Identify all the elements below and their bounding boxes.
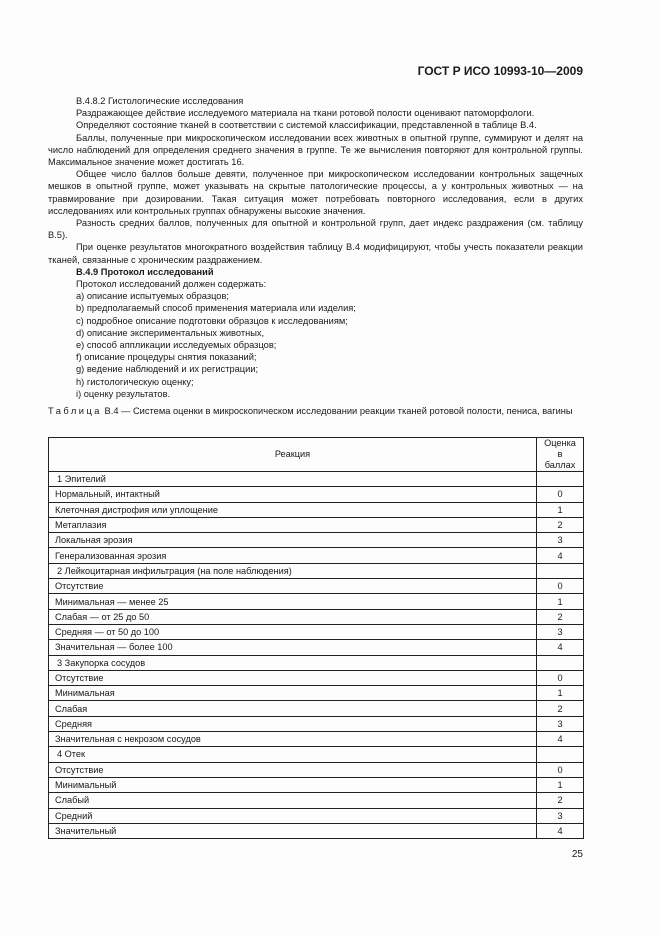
- score-cell: 4: [537, 732, 584, 747]
- reaction-cell: Средняя — от 50 до 100: [49, 624, 537, 639]
- list-item: g) ведение наблюдений и их регистрации;: [76, 364, 259, 375]
- column-header-score: Оценка в баллах: [537, 438, 584, 472]
- score-cell: 1: [537, 594, 584, 609]
- score-cell: [537, 472, 584, 487]
- table-section-row: [49, 747, 584, 762]
- list-item: h) гистологическую оценку;: [76, 376, 194, 387]
- table-row: [49, 517, 584, 532]
- reaction-cell: Отсутствие: [49, 762, 537, 777]
- list-item: i) оценку результатов.: [76, 388, 171, 399]
- score-cell: 3: [537, 624, 584, 639]
- score-cell: 2: [537, 517, 584, 532]
- reaction-cell: Значительный: [49, 823, 537, 838]
- list-item: f) описание процедуры снятия показаний;: [76, 352, 257, 363]
- table-row: [49, 487, 584, 502]
- table-caption: [48, 405, 583, 417]
- score-cell: 2: [537, 701, 584, 716]
- score-cell: 1: [537, 777, 584, 792]
- table-row: [49, 609, 584, 624]
- score-cell: 3: [537, 533, 584, 548]
- score-cell: 4: [537, 548, 584, 563]
- paragraph: Баллы, полученные при микроскопическом исследовании всех животных в опытной группе, суммируют и делят на число наблюдений для определения среднего значения в группе. Те же вычисления повторяют для контрольной группы. Максимальное значение может достигать 16.: [48, 132, 583, 168]
- table-row: [49, 777, 584, 792]
- document-header: ГОСТ Р ИСО 10993-10—2009: [417, 64, 583, 78]
- page-number: 25: [571, 849, 583, 860]
- score-cell: [537, 563, 584, 578]
- section-heading: В.4.8.2 Гистологические исследования: [76, 96, 244, 106]
- protocol-list: [48, 290, 583, 400]
- table-header-row: [49, 438, 584, 472]
- reaction-cell: Средний: [49, 808, 537, 823]
- list-item: a) описание испытуемых образцов;: [76, 291, 229, 302]
- table-row: [49, 808, 584, 823]
- caption-label: Таблица: [48, 406, 102, 416]
- table-row: [49, 762, 584, 777]
- reaction-cell: Отсутствие: [49, 579, 537, 594]
- reaction-cell: Средняя: [49, 716, 537, 731]
- scoring-table: [48, 437, 584, 839]
- table-row: [49, 823, 584, 838]
- score-cell: 1: [537, 502, 584, 517]
- table-row: [49, 548, 584, 563]
- reaction-cell: Генерализованная эрозия: [49, 548, 537, 563]
- reaction-cell: Слабая: [49, 701, 537, 716]
- reaction-cell: Минимальная: [49, 686, 537, 701]
- reaction-cell: Метаплазия: [49, 517, 537, 532]
- reaction-cell: Отсутствие: [49, 670, 537, 685]
- score-cell: 0: [537, 579, 584, 594]
- score-cell: 0: [537, 670, 584, 685]
- score-cell: 2: [537, 609, 584, 624]
- paragraphs: [48, 107, 583, 266]
- score-cell: 0: [537, 487, 584, 502]
- table-row: [49, 732, 584, 747]
- list-item: b) предполагаемый способ применения материала или изделия;: [76, 303, 356, 314]
- paragraph: Определяют состояние тканей в соответствии с системой классификации, представленной в таблице В.4.: [76, 120, 537, 131]
- list-item: c) подробное описание подготовки образцов к исследованиям;: [76, 315, 348, 326]
- score-cell: 2: [537, 793, 584, 808]
- table-row: [49, 640, 584, 655]
- reaction-cell: Клеточная дистрофия или уплощение: [49, 502, 537, 517]
- score-cell: 0: [537, 762, 584, 777]
- score-cell: 1: [537, 686, 584, 701]
- list-item: e) способ аппликации исследуемых образцов;: [76, 340, 277, 351]
- table-row: [49, 701, 584, 716]
- table-section-row: [49, 563, 584, 578]
- reaction-cell: 1 Эпителий: [49, 472, 537, 487]
- reaction-cell: Минимальная — менее 25: [49, 594, 537, 609]
- score-cell: 3: [537, 716, 584, 731]
- table-row: [49, 624, 584, 639]
- score-cell: [537, 747, 584, 762]
- reaction-cell: 2 Лейкоцитарная инфильтрация (на поле наблюдения): [49, 563, 537, 578]
- reaction-cell: Нормальный, интактный: [49, 487, 537, 502]
- score-cell: [537, 655, 584, 670]
- paragraph: Раздражающее действие исследуемого материала на ткани ротовой полости оценивают патоморфологи.: [76, 108, 535, 119]
- reaction-cell: 3 Закупорка сосудов: [49, 655, 537, 670]
- protocol-intro: Протокол исследований должен содержать:: [76, 279, 267, 290]
- table-row: [49, 579, 584, 594]
- section-heading-protocol: В.4.9 Протокол исследований: [76, 266, 214, 277]
- reaction-cell: Значительная — более 100: [49, 640, 537, 655]
- reaction-cell: Локальная эрозия: [49, 533, 537, 548]
- reaction-cell: Слабый: [49, 793, 537, 808]
- reaction-cell: Слабая — от 25 до 50: [49, 609, 537, 624]
- paragraph: Разность средних баллов, полученных для опытной и контрольной групп, дает индекс раздражения (см. таблицу В.5).: [48, 218, 583, 241]
- table-row: [49, 793, 584, 808]
- table-row: [49, 670, 584, 685]
- reaction-cell: Минимальный: [49, 777, 537, 792]
- list-item: d) описание экспериментальных животных,: [76, 327, 265, 338]
- reaction-cell: Значительная с некрозом сосудов: [49, 732, 537, 747]
- table-row: [49, 502, 584, 517]
- table-row: [49, 686, 584, 701]
- score-cell: 4: [537, 823, 584, 838]
- document-body: [48, 95, 583, 400]
- column-header-reaction: Реакция: [49, 438, 537, 472]
- table-section-row: [49, 655, 584, 670]
- reaction-cell: 4 Отек: [49, 747, 537, 762]
- table-row: [49, 533, 584, 548]
- caption-text: В.4 — Система оценки в микроскопическом исследовании реакции тканей ротовой полости, пениса, вагины: [101, 406, 573, 416]
- score-cell: 3: [537, 808, 584, 823]
- table-section-row: [49, 472, 584, 487]
- paragraph: Общее число баллов больше девяти, полученное при микроскопическом исследовании контрольных защечных мешков в опытной группе, может указывать на скрытые патологические процессы, а у контрольных животных — на травмирование при дозировании. Такая ситуация может потребовать повторного исследования, если в других исследованиях или контрольных группах обнаружены высокие значения.: [48, 169, 583, 216]
- table-row: [49, 716, 584, 731]
- score-cell: 4: [537, 640, 584, 655]
- paragraph: При оценке результатов многократного воздействия таблицу В.4 модифицируют, чтобы учесть показатели реакции тканей, связанные с хроническим раздражением.: [48, 242, 583, 265]
- table-row: [49, 594, 584, 609]
